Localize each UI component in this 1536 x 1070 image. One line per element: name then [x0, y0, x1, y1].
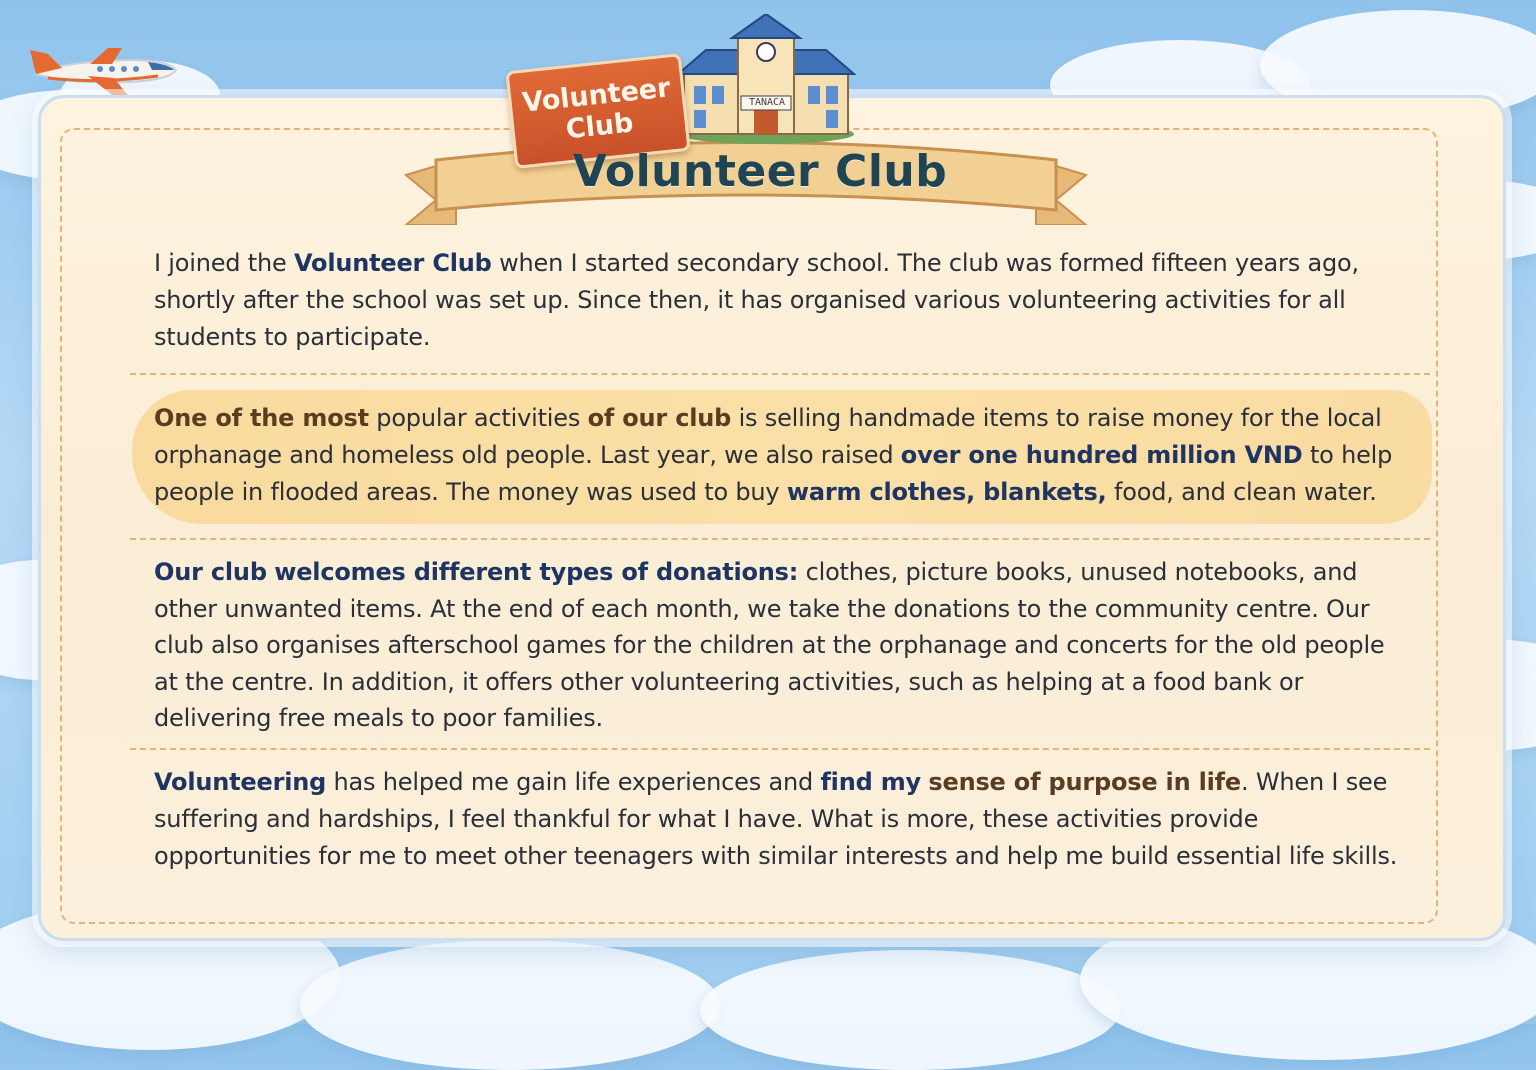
page-title: Volunteer Club [572, 146, 948, 197]
section-divider [130, 748, 1430, 750]
cloud [300, 940, 720, 1070]
body-text: is selling handmade items to raise money for the local orphanage and homeless old people. Last year, we also raised [154, 404, 1382, 469]
body-text: popular activities [368, 404, 588, 432]
body-text: I joined the [154, 249, 294, 277]
body-text: to help people in flooded areas. The money was used to buy [154, 441, 1393, 506]
emphasis-text: welcomes different types of donations: [274, 558, 799, 586]
section-divider [130, 373, 1430, 375]
emphasis-text: find my [820, 768, 921, 796]
cloud [700, 950, 1120, 1070]
paragraph-benefits [154, 764, 1404, 875]
paragraph-fundraising [154, 400, 1404, 511]
emphasis-text: warm clothes, blankets, [786, 478, 1107, 506]
school-sign: TANACA [748, 97, 786, 108]
emphasis-text: of our club [587, 404, 732, 432]
section-divider [130, 538, 1430, 540]
paragraph-donations [154, 554, 1404, 737]
emphasis-text: One of the most [154, 404, 369, 432]
body-text: . When I see suffering and hardships, I feel thankful for what I have. What is more, these activities provide opportunities for me to meet other teenagers with similar interests and help me build essential life skills. [154, 768, 1398, 870]
emphasis-text: over one hundred million VND [900, 441, 1303, 469]
emphasis-text: Our club [154, 558, 267, 586]
body-text: when I started secondary school. The club was formed fifteen years ago, shortly after the school was set up. Since then, it has organised various volunteering activities for all students to participate. [154, 249, 1359, 351]
club-badge-label: Volunteer Club [520, 72, 672, 146]
body-text: food, and clean water. [1106, 478, 1377, 506]
body-text: has helped me gain life experiences and [326, 768, 821, 796]
paragraph-intro [154, 245, 1404, 356]
emphasis-text: Volunteer Club [293, 249, 492, 277]
emphasis-text: Volunteering [154, 768, 327, 796]
school-building-icon [676, 14, 856, 144]
body-text: clothes, picture books, unused notebooks, and other unwanted items. At the end of each month, we take the donations to the community centre. Our club also organises afterschool games for the children at the orphanage and concerts for the old people at the centre. In addition, it offers other volunteering activities, such as helping at a food bank or delivering free meals to poor families. [154, 558, 1385, 732]
airplane-icon [28, 36, 180, 102]
emphasis-text: sense of purpose in life [928, 768, 1242, 796]
